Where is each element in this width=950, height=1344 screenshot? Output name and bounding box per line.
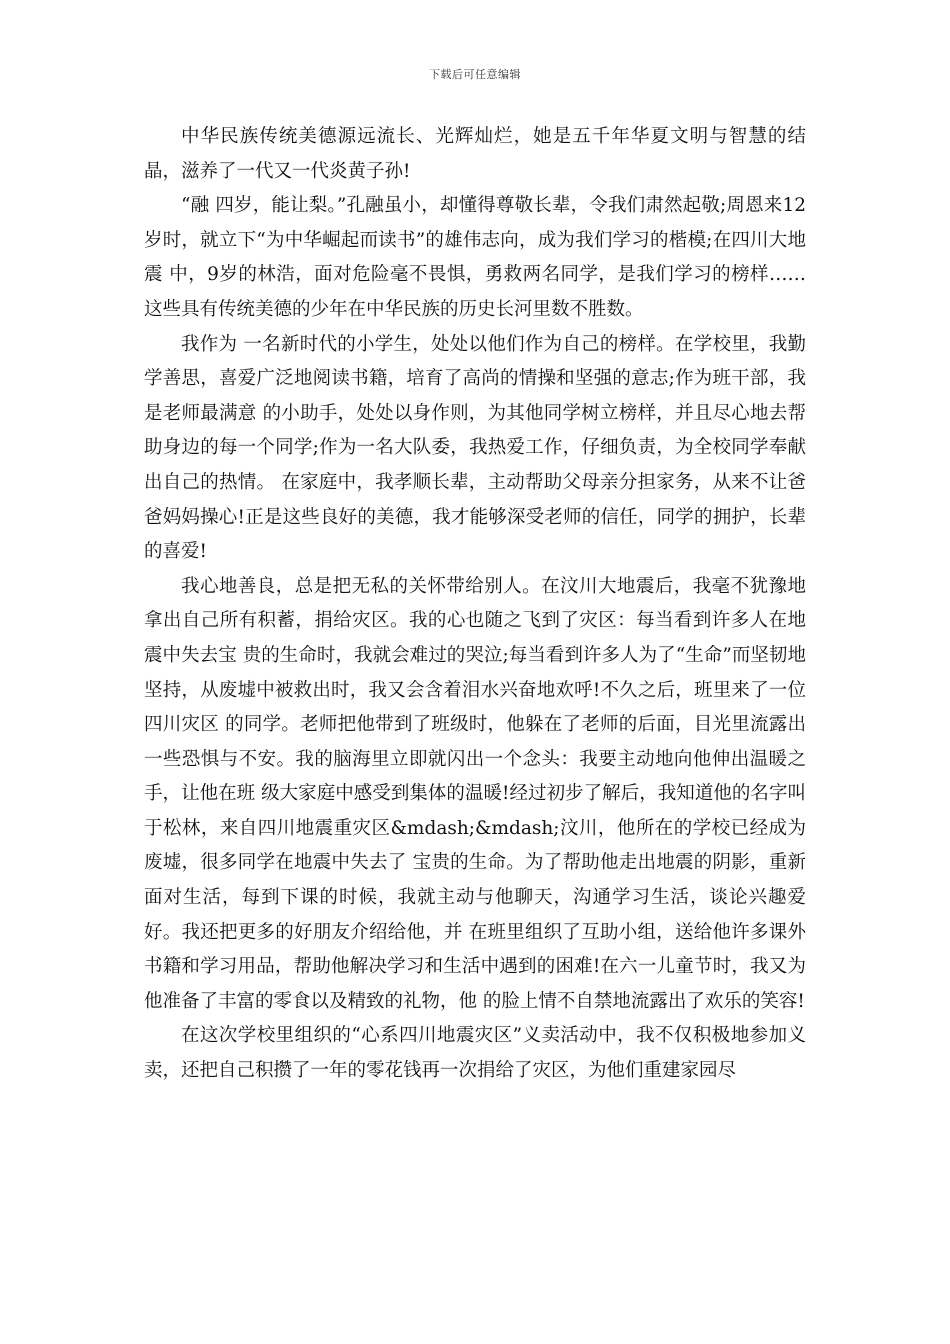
paragraph-3: 我作为 一名新时代的小学生，处处以他们作为自己的榜样。在学校里，我勤学善思，喜爱广泛地阅读书籍，培育了高尚的情操和坚强的意志;作为班干部，我是老师最满意 的小助手，处处以身作则，为其他同学树立榜样，并且尽心地去帮助身边的每一个同学;作为一名大队委，我热爱工作，仔细负责，为全校同学奉献出自己的热情。 在家庭中，我孝顺长辈，主动帮助父母亲分担家务，从来不让爸爸妈妈操心!正是这些良好的美德，我才能够深受老师的信任，同学的拥护，长辈的喜爱! — [144, 333, 806, 563]
paragraph-4: 我心地善良，总是把无私的关怀带给别人。在汶川大地震后，我毫不犹豫地拿出自己所有积蓄，捐给灾区。我的心也随之飞到了灾区：每当看到许多人在地震中失去宝 贵的生命时，我就会难过的哭泣;每当看到许多人为了“生命”而坚韧地坚持，从废墟中被救出时，我又会含着泪水兴奋地欢呼!不久之后，班里来了一位四川灾区 的同学。老师把他带到了班级时，他躲在了老师的后面，目光里流露出一些恐惧与不安。我的脑海里立即就闪出一个念头：我要主动地向他伸出温暖之手，让他在班 级大家庭中感受到集体的温暖!经过初步了解后，我知道他的名字叫于松林，来自四川地震重灾区&mdash;&mdash;汶川，他所在的学校已经成为废墟，很多同学在地震中失去了 宝贵的生命。为了帮助他走出地震的阴影，重新面对生活，每到下课的时候，我就主动与他聊天，沟通学习生活，谈论兴趣爱好。我还把更多的好朋友介绍给他，并 在班里组织了互助小组，送给他许多课外书籍和学习用品，帮助他解决学习和生活中遇到的困难!在六一儿童节时，我又为他准备了丰富的零食以及精致的礼物，他 的脸上情不自禁地流露出了欢乐的笑容! — [144, 575, 806, 1012]
document-body — [144, 120, 806, 1089]
page-header-note: 下载后可任意编辑 — [429, 68, 521, 81]
paragraph-2: “融 四岁，能让梨。”孔融虽小，却懂得尊敬长辈，令我们肃然起敬;周恩来12岁时，就立下“为中华崛起而读书”的雄伟志向，成为我们学习的楷模;在四川大地震 中，9岁的林浩，面对危险毫不畏惧，勇救两名同学，是我们学习的榜样……这些具有传统美德的少年在中华民族的历史长河里数不胜数。 — [144, 195, 806, 320]
paragraph-5: 在这次学校里组织的“心系四川地震灾区”义卖活动中，我不仅积极地参加义卖，还把自己积攒了一年的零花钱再一次捐给了灾区，为他们重建家园尽 — [144, 1025, 806, 1082]
paragraph-1: 中华民族传统美德源远流长、光辉灿烂，她是五千年华夏文明与智慧的结晶，滋养了一代又一代炎黄子孙! — [144, 126, 806, 182]
